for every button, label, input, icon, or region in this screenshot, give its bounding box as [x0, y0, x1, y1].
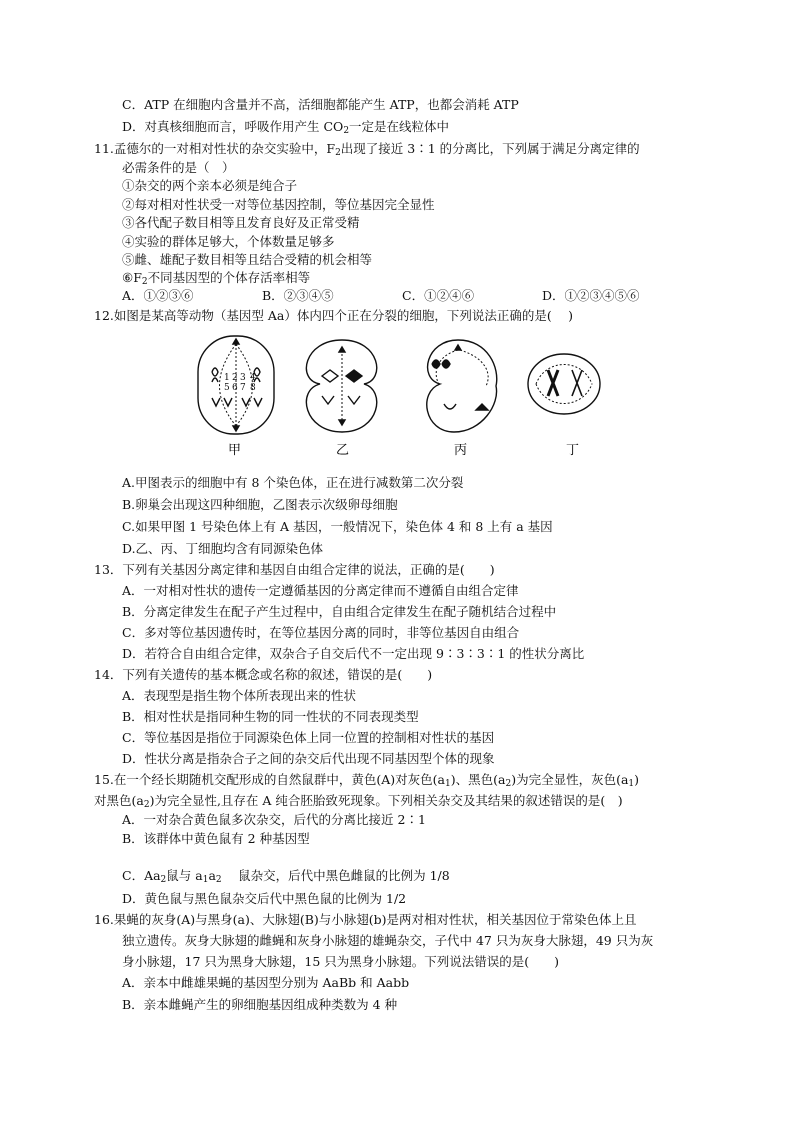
chromosome-number: 6 [232, 383, 238, 393]
q11-item-4: ④实验的群体足够大，个体数量足够多 [122, 234, 335, 249]
label-yi: 乙 [336, 443, 350, 458]
q13-option-c: C．多对等位基因遗传时，在等位基因分离的同时，非等位基因自由组合 [122, 625, 520, 640]
q14-stem: 14．下列有关遗传的基本概念或名称的叙述，错误的是( ) [94, 667, 433, 682]
q11-item-3: ③各代配子数目相等且发育良好及正常受精 [122, 215, 360, 230]
q12-option-a: A.甲图表示的细胞中有 8 个染色体，正在进行减数第二次分裂 [122, 475, 464, 490]
q11-item-5: ⑤雌、雄配子数目相等且结合受精的机会相等 [122, 252, 373, 267]
q15-option-a: A．一对杂合黄色鼠多次杂交，后代的分离比接近 2∶1 [122, 812, 426, 827]
q15-option-d: D．黄色鼠与黑色鼠杂交后代中黑色鼠的比例为 1/2 [122, 891, 407, 906]
q13-option-b: B．分离定律发生在配子产生过程中，自由组合定律发生在配子随机结合过程中 [122, 604, 557, 619]
cell-division-figure [196, 334, 606, 458]
q12-option-b: B.卵巢会出现这四种细胞，乙图表示次级卵母细胞 [122, 497, 398, 512]
q16-stem-line1: 16.果蝇的灰身(A)与黑身(a)、大脉翅(B)与小脉翅(b)是两对相对性状，相关基因位于常染色体上且 [94, 912, 637, 927]
q15-option-b: B．该群体中黄色鼠有 2 种基因型 [122, 831, 310, 846]
chromosome-number: 4 [250, 373, 256, 383]
q12-option-d: D.乙、丙、丁细胞均含有同源染色体 [122, 541, 324, 556]
q11-option-a: A．①②③⑥ [122, 288, 194, 303]
chromosome-number: 5 [224, 383, 230, 393]
cell-ding [528, 354, 600, 414]
label-jia: 甲 [228, 443, 242, 458]
q15-option-c: C．$Aa_2$鼠与 $a_1a_2$ 鼠杂交，后代中黑色雌鼠的比例为 1/8 [122, 868, 450, 885]
q10-option-c: C．ATP 在细胞内含量并不高，活细胞都能产生 ATP，也都会消耗 ATP [122, 97, 519, 112]
q11-item-2: ②每对相对性状受一对等位基因控制，等位基因完全显性 [122, 197, 435, 212]
label-bing: 丙 [454, 443, 468, 458]
q13-option-a: A．一对相对性状的遗传一定遵循基因的分离定律而不遵循自由组合定律 [122, 583, 519, 598]
q16-option-a: A．亲本中雌雄果蝇的基因型分别为 AaBb 和 Aabb [122, 975, 410, 990]
q13-stem: 13．下列有关基因分离定律和基因自由组合定律的说法，正确的是( ) [94, 562, 495, 577]
q11-item-1: ①杂交的两个亲本必须是纯合子 [122, 178, 298, 193]
q14-option-d: D．性状分离是指杂合子之间的杂交后代出现不同基因型个体的现象 [122, 751, 495, 766]
chromosome-number: 2 [232, 373, 238, 383]
q14-option-b: B．相对性状是指同种生物的同一性状的不同表现类型 [122, 709, 419, 724]
q11-option-d: D．①②③④⑤⑥ [542, 288, 640, 303]
q16-stem-line2: 独立遗传。灰身大脉翅的雌蝇和灰身小脉翅的雄蝇杂交，子代中 47 只为灰身大脉翅，49 只为灰 [122, 933, 654, 948]
q11-stem-line1: 11.孟德尔的一对相对性状的杂交实验中，$F_2$出现了接近 3∶1 的分离比，下列属于满足分离定律的 [94, 141, 640, 158]
cell-bing [427, 340, 497, 432]
cell-jia-chromosome-numbers [224, 373, 256, 393]
q11-item-6: $⑥F_2$不同基因型的个体存活率相等 [122, 270, 311, 287]
q11-option-c: C．①②④⑥ [402, 288, 475, 303]
chromosome-number: 8 [250, 383, 256, 393]
chromosome-number: 1 [224, 373, 230, 383]
q12-stem: 12.如图是某高等动物（基因型 Aa）体内四个正在分裂的细胞，下列说法正确的是( ) [94, 308, 574, 323]
q12-option-c: C.如果甲图 1 号染色体上有 A 基因，一般情况下，染色体 4 和 8 上有 a 基因 [122, 519, 553, 534]
chromosome-number: 7 [240, 383, 246, 393]
q13-option-d: D．若符合自由组合定律，双杂合子自交后代不一定出现 9∶3∶3∶1 的性状分离比 [122, 646, 585, 661]
q15-stem-line2: 对黑色$(a_2)$为完全显性,且存在 A 纯合胚胎致死现象。下列相关杂交及其结果的叙述错误的是( ) [94, 793, 623, 810]
q10-option-d: D．对真核细胞而言，呼吸作用产生 $CO_2$一定是在线粒体中 [122, 119, 450, 136]
q16-option-b: B．亲本雌蝇产生的卵细胞基因组成种类数为 4 种 [122, 997, 398, 1012]
cell-yi [306, 340, 376, 432]
chromosome-number: 3 [240, 373, 246, 383]
label-ding: 丁 [566, 443, 580, 458]
q16-stem-line3: 身小脉翅，17 只为黑身大脉翅，15 只为黑身小脉翅。下列说法错误的是( ) [122, 954, 560, 969]
q14-option-a: A．表现型是指生物个体所表现出来的性状 [122, 688, 357, 703]
q15-stem-line1: 15.在一个经长期随机交配形成的自然鼠群中，黄色(A)对灰色$(a_1)$、黑色$(a_2)$为完全显性，灰色$(a_1)$ [94, 772, 640, 789]
q11-option-b: B．②③④⑤ [262, 288, 334, 303]
q14-option-c: C．等位基因是指位于同源染色体上同一位置的控制相对性状的基因 [122, 730, 495, 745]
q11-stem-line2: 必需条件的是（ ） [122, 160, 235, 175]
